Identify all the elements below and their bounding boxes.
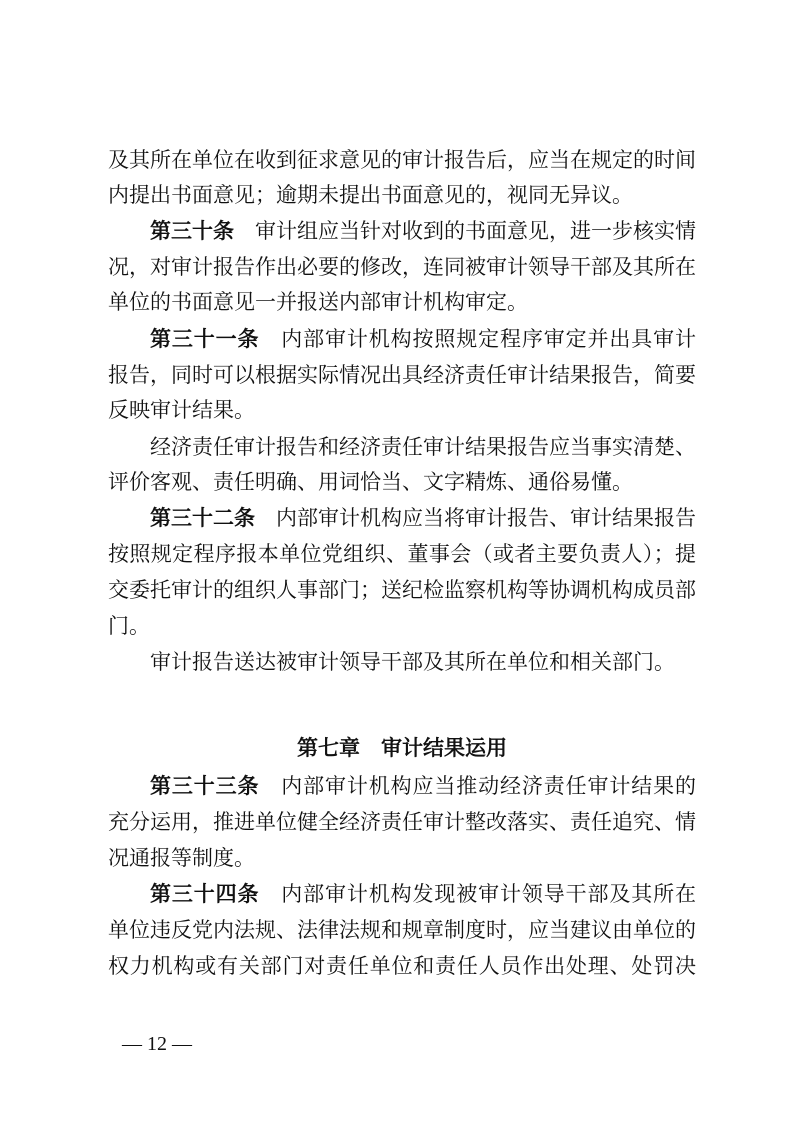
article-30-line: [150, 216, 696, 246]
article-33-title: 第三十三条: [150, 774, 260, 798]
text-line: 经济责任审计报告和经济责任审计结果报告应当事实清楚、: [150, 435, 696, 459]
article-31-text: 内部审计机构按照规定程序审定并出具审计: [280, 327, 696, 351]
article-32-title: 第三十二条: [150, 506, 255, 530]
text-line: 权力机构或有关部门对责任单位和责任人员作出处理、处罚决: [108, 954, 696, 978]
article-34-text: 内部审计机构发现被审计领导干部及其所在: [280, 882, 696, 906]
text-line: 况通报等制度。: [108, 846, 255, 870]
article-34-title: 第三十四条: [150, 882, 260, 906]
chapter-heading: 第七章 审计结果运用: [297, 736, 507, 760]
article-33-line: [150, 771, 696, 801]
article-30-title: 第三十条: [150, 219, 234, 243]
text-line: 按照规定程序报本单位党组织、董事会（或者主要负责人）；提: [108, 542, 696, 566]
article-34-line: [150, 879, 696, 909]
text-line: 及其所在单位在收到征求意见的审计报告后，应当在规定的时间: [108, 148, 696, 172]
text-line: 报告，同时可以根据实际情况出具经济责任审计结果报告，简要: [108, 363, 696, 387]
text-line: 门。: [108, 614, 150, 638]
article-31-title: 第三十一条: [150, 327, 260, 351]
text-line: 交委托审计的组织人事部门；送纪检监察机构等协调机构成员部: [108, 578, 696, 602]
text-line: 审计报告送达被审计领导干部及其所在单位和相关部门。: [150, 650, 675, 674]
article-32-line: [150, 503, 696, 533]
article-33-text: 内部审计机构应当推动经济责任审计结果的: [280, 774, 696, 798]
page-number: — 12 —: [122, 1033, 192, 1055]
text-line: 单位的书面意见一并报送内部审计机构审定。: [108, 290, 528, 314]
text-line: 反映审计结果。: [108, 398, 255, 422]
text-line: 评价客观、责任明确、用词恰当、文字精炼、通俗易懂。: [108, 470, 633, 494]
article-32-text: 内部审计机构应当将审计报告、审计结果报告: [276, 506, 696, 530]
text-line: 充分运用，推进单位健全经济责任审计整改落实、责任追究、情: [108, 810, 696, 834]
article-31-line: [150, 324, 696, 354]
text-line: 单位违反党内法规、法律法规和规章制度时，应当建议由单位的: [108, 918, 696, 942]
text-line: 况，对审计报告作出必要的修改，连同被审计领导干部及其所在: [108, 255, 696, 279]
text-line: 内提出书面意见；逾期未提出书面意见的，视同无异议。: [108, 183, 633, 207]
article-30-text: 审计组应当针对收到的书面意见，进一步核实情: [255, 219, 696, 243]
